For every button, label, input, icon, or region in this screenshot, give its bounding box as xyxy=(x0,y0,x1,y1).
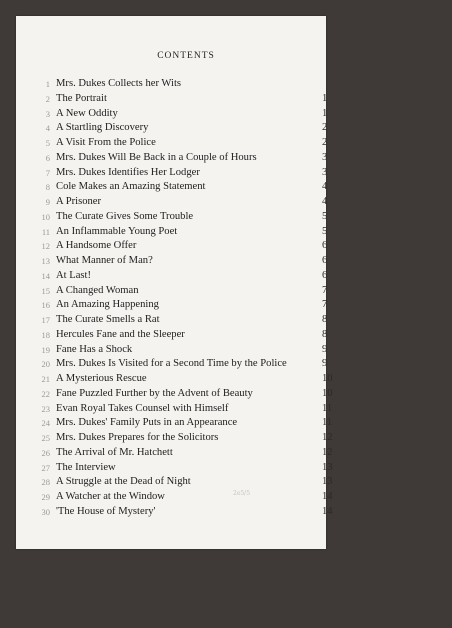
chapter-number: 22 xyxy=(41,388,50,399)
page-number: 6 xyxy=(322,269,328,281)
page-number: 6 xyxy=(322,255,328,266)
page-number: 14 xyxy=(322,491,333,502)
page-number: 11 xyxy=(322,417,333,429)
book-page xyxy=(16,16,333,549)
chapter-number: 13 xyxy=(41,256,50,266)
page-number: 4 xyxy=(322,196,328,207)
page-number: 5 xyxy=(322,225,328,237)
page-number: 12 xyxy=(322,446,333,458)
chapter-number: 8 xyxy=(45,182,50,193)
page-number: 9 xyxy=(322,358,328,370)
toc-entry xyxy=(30,151,350,166)
page-number: 1 xyxy=(322,107,328,119)
chapter-title: Mrs. Dukes Prepares for the Solicitors xyxy=(56,432,219,443)
chapter-number: 7 xyxy=(45,167,50,178)
chapter-title: At Last! xyxy=(56,269,92,281)
page-number: 11 xyxy=(322,402,333,414)
contents-heading: CONTENTS xyxy=(157,51,215,61)
chapter-number: 14 xyxy=(41,270,50,281)
toc-entry xyxy=(30,195,350,210)
chapter-number: 24 xyxy=(41,418,50,429)
chapter-number: 26 xyxy=(41,447,50,458)
page-number: 14 xyxy=(322,505,333,517)
toc-entry xyxy=(30,166,350,181)
page-number: 3 xyxy=(322,166,328,178)
toc-entry xyxy=(30,461,350,476)
chapter-title: Mrs. Dukes Collects her Wits xyxy=(56,78,182,89)
toc-entry xyxy=(30,107,350,122)
toc-entry xyxy=(30,431,350,446)
page-number: 6 xyxy=(322,240,328,252)
toc-entry xyxy=(30,372,350,387)
chapter-number: 18 xyxy=(41,329,50,340)
chapter-title: Cole Makes an Amazing Statement xyxy=(56,181,206,193)
page-number: 10 xyxy=(322,387,333,399)
toc-entry xyxy=(30,298,350,313)
toc-entry xyxy=(30,416,350,431)
page-number: 5 xyxy=(322,210,328,222)
chapter-number: 16 xyxy=(41,300,50,311)
page-number: 8 xyxy=(322,328,328,340)
page-number: 3 xyxy=(322,151,328,163)
chapter-title: The Curate Gives Some Trouble xyxy=(56,210,194,222)
chapter-number: 10 xyxy=(41,211,50,222)
toc-entry xyxy=(30,446,350,461)
chapter-title: Mrs. Dukes Will Be Back in a Couple of Hours xyxy=(56,151,257,163)
chapter-title: A Prisoner xyxy=(56,196,102,207)
contents-list xyxy=(30,77,350,520)
toc-entry xyxy=(30,239,350,254)
toc-entry xyxy=(30,357,350,372)
chapter-number: 27 xyxy=(41,462,50,473)
chapter-number: 5 xyxy=(45,138,50,148)
chapter-number: 2 xyxy=(45,93,50,104)
toc-entry xyxy=(30,313,350,328)
page-number: 13 xyxy=(322,461,333,473)
page-number: 2 xyxy=(322,137,328,148)
chapter-title: The Arrival of Mr. Hatchett xyxy=(56,446,173,458)
toc-entry xyxy=(30,121,350,136)
toc-entry xyxy=(30,284,350,299)
chapter-title: Hercules Fane and the Sleeper xyxy=(56,328,185,340)
page-number: 13 xyxy=(322,476,333,488)
page-number: 1 xyxy=(322,92,328,104)
chapter-title: An Amazing Happening xyxy=(56,299,159,311)
chapter-number: 11 xyxy=(41,226,50,237)
chapter-title: Evan Royal Takes Counsel with Himself xyxy=(56,402,229,414)
chapter-title: The Curate Smells a Rat xyxy=(56,314,160,325)
chapter-title: A Handsome Offer xyxy=(56,240,137,252)
toc-entry xyxy=(30,225,350,240)
chapter-title: Fane Has a Shock xyxy=(56,343,133,355)
chapter-title: A New Oddity xyxy=(56,107,118,119)
page-number: 7 xyxy=(322,299,328,311)
chapter-title: A Visit From the Police xyxy=(56,137,156,148)
toc-entry xyxy=(30,505,350,520)
chapter-number: 19 xyxy=(41,344,50,355)
chapter-title: Mrs. Dukes Identifies Her Lodger xyxy=(56,166,200,178)
chapter-number: 21 xyxy=(41,374,50,384)
page-number: 12 xyxy=(322,432,333,443)
chapter-title: A Changed Woman xyxy=(56,284,139,296)
toc-entry xyxy=(30,387,350,402)
page-number: 7 xyxy=(322,284,328,296)
toc-entry xyxy=(30,254,350,269)
chapter-title: 'The House of Mystery' xyxy=(56,505,156,517)
chapter-number: 17 xyxy=(41,315,50,325)
toc-entry xyxy=(30,77,350,92)
toc-entry xyxy=(30,92,350,107)
chapter-title: The Portrait xyxy=(56,92,107,104)
page-number: 4 xyxy=(322,181,328,193)
toc-entry xyxy=(30,136,350,151)
chapter-title: Mrs. Dukes Is Visited for a Second Time by the Police xyxy=(56,358,287,370)
chapter-title: A Struggle at the Dead of Night xyxy=(56,476,191,488)
chapter-title: A Mysterious Rescue xyxy=(56,373,147,384)
chapter-number: 3 xyxy=(45,108,50,119)
toc-entry xyxy=(30,328,350,343)
toc-entry xyxy=(30,180,350,195)
toc-entry xyxy=(30,490,350,505)
page-number: 9 xyxy=(322,343,328,355)
chapter-number: 23 xyxy=(41,403,50,414)
toc-entry xyxy=(30,343,350,358)
chapter-number: 30 xyxy=(41,506,50,517)
chapter-title: What Manner of Man? xyxy=(56,255,153,266)
chapter-number: 20 xyxy=(41,359,50,370)
chapter-title: A Startling Discovery xyxy=(56,122,149,134)
chapter-number: 15 xyxy=(41,285,50,296)
chapter-number: 25 xyxy=(41,433,50,443)
chapter-number: 29 xyxy=(41,492,50,502)
chapter-number: 12 xyxy=(41,241,50,252)
chapter-number: 28 xyxy=(41,477,50,488)
chapter-title: A Watcher at the Window xyxy=(56,491,165,502)
chapter-number: 4 xyxy=(45,123,50,134)
toc-entry xyxy=(30,269,350,284)
toc-entry xyxy=(30,402,350,417)
chapter-number: 6 xyxy=(45,152,50,163)
chapter-number: 1 xyxy=(45,79,50,89)
page-number: 2 xyxy=(322,122,328,134)
chapter-title: An Inflammable Young Poet xyxy=(56,225,178,237)
chapter-title: The Interview xyxy=(56,461,116,473)
page-number: 8 xyxy=(322,314,328,325)
chapter-number: 9 xyxy=(45,197,50,207)
chapter-title: Fane Puzzled Further by the Advent of Beauty xyxy=(56,387,253,399)
page-number: 10 xyxy=(322,373,333,384)
toc-entry xyxy=(30,475,350,490)
chapter-title: Mrs. Dukes' Family Puts in an Appearance xyxy=(56,417,238,429)
toc-entry xyxy=(30,210,350,225)
pencil-mark: 2e5/5 xyxy=(233,490,251,497)
